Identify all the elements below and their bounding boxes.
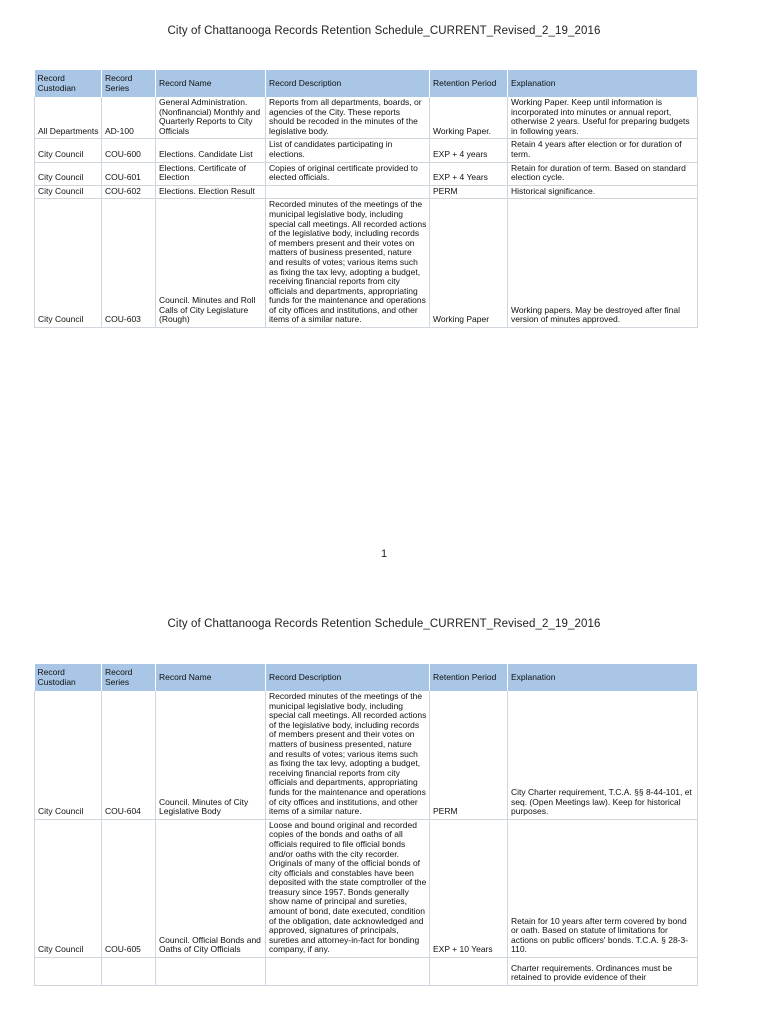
cell-series <box>102 958 156 986</box>
cell-retention: EXP + 4 Years <box>430 162 508 185</box>
cell-retention: Working Paper <box>430 199 508 328</box>
table-row <box>35 819 698 957</box>
cell-name: Elections. Candidate List <box>156 139 266 162</box>
cell-explanation: Historical significance. <box>508 185 698 199</box>
cell-custodian: City Council <box>35 162 102 185</box>
cell-retention: EXP + 4 years <box>430 139 508 162</box>
cell-custodian: City Council <box>35 691 102 819</box>
page-number: 1 <box>380 548 388 560</box>
header-record-name: Record Name <box>156 70 266 97</box>
cell-custodian: All Departments <box>35 97 102 139</box>
cell-retention: PERM <box>430 185 508 199</box>
header-retention-period: Retention Period <box>430 664 508 691</box>
cell-explanation: Working papers. May be destroyed after final version of minutes approved. <box>508 199 698 328</box>
cell-explanation: Charter requirements. Ordinances must be retained to provide evidence of their <box>508 958 698 986</box>
cell-series: COU-604 <box>102 691 156 819</box>
cell-explanation: Retain 4 years after election or for duration of term. <box>508 139 698 162</box>
cell-series: COU-603 <box>102 199 156 328</box>
cell-name: Council. Official Bonds and Oaths of City Officials <box>156 819 266 957</box>
cell-custodian: City Council <box>35 139 102 162</box>
table-row <box>35 958 698 986</box>
cell-name: Council. Minutes of City Legislative Body <box>156 691 266 819</box>
cell-retention: Working Paper. <box>430 97 508 139</box>
cell-custodian: City Council <box>35 819 102 957</box>
cell-series: COU-601 <box>102 162 156 185</box>
cell-description: Loose and bound original and recorded copies of the bonds and oaths of all officials required to file official bonds and/or oaths with the city recorder. Originals of many of the official bonds of city officials and constables have been deposited with the state comptroller of the treasury since 1957. Bonds generally show name of principal and sureties, amount of bond, date executed, condition of the obligation, date acknowledged and approved, signatures of principals, sureties and attorney-in-fact for bonding company, if any. <box>266 819 430 957</box>
page-title: City of Chattanooga Records Retention Schedule_CURRENT_Revised_2_19_2016 <box>167 618 601 630</box>
cell-name: Elections. Certificate of Election <box>156 162 266 185</box>
cell-name: Elections. Election Result <box>156 185 266 199</box>
cell-explanation: Retain for duration of term. Based on standard election cycle. <box>508 162 698 185</box>
header-explanation: Explanation <box>508 70 698 97</box>
header-retention-period: Retention Period <box>430 70 508 97</box>
cell-description: Recorded minutes of the meetings of the municipal legislative body, including special call meetings. All recorded actions of the legislative body, including records of members present and their votes on matters of business presented, nature and results of votes; various items such as fixing the tax levy, adopting a budget, receiving financial reports from city officials and departments, appropriating funds for the maintenance and operations of city offices and institutions, and other items of a similar nature. <box>266 691 430 819</box>
header-explanation: Explanation <box>508 664 698 691</box>
header-record-series: Record Series <box>102 664 156 691</box>
retention-table <box>34 664 698 986</box>
header-record-custodian: Record Custodian <box>35 70 102 97</box>
cell-description <box>266 958 430 986</box>
header-record-name: Record Name <box>156 664 266 691</box>
cell-custodian: City Council <box>35 185 102 199</box>
cell-custodian: City Council <box>35 199 102 328</box>
cell-series: COU-600 <box>102 139 156 162</box>
header-record-series: Record Series <box>102 70 156 97</box>
cell-name <box>156 958 266 986</box>
cell-description: Recorded minutes of the meetings of the municipal legislative body, including special call meetings. All recorded actions of the legislative body, including records of members present and their votes on matters of business presented, nature and results of votes; various items such as fixing the tax levy, adopting a budget, receiving financial reports from city officials and departments, appropriating funds for the maintenance and operations of city offices and institutions, and other items of a similar nature. <box>266 199 430 328</box>
header-record-custodian: Record Custodian <box>35 664 102 691</box>
table-row <box>35 691 698 819</box>
cell-name: Council. Minutes and Roll Calls of City Legislature (Rough) <box>156 199 266 328</box>
cell-name: General Administration. (Nonfinancial) Monthly and Quarterly Reports to City Officials <box>156 97 266 139</box>
header-record-description: Record Description <box>266 70 430 97</box>
cell-series: AD-100 <box>102 97 156 139</box>
cell-description: List of candidates participating in elections. <box>266 139 430 162</box>
page-title: City of Chattanooga Records Retention Schedule_CURRENT_Revised_2_19_2016 <box>167 25 601 37</box>
cell-retention: EXP + 10 Years <box>430 819 508 957</box>
cell-retention <box>430 958 508 986</box>
cell-custodian <box>35 958 102 986</box>
cell-series: COU-605 <box>102 819 156 957</box>
table-header-row <box>35 664 698 691</box>
cell-explanation: City Charter requirement, T.C.A. §§ 8-44-101, et seq. (Open Meetings law). Keep for historical purposes. <box>508 691 698 819</box>
cell-description: Copies of original certificate provided to elected officials. <box>266 162 430 185</box>
cell-description: Reports from all departments, boards, or agencies of the City. These reports should be recoded in the minutes of the legislative body. <box>266 97 430 139</box>
cell-explanation: Working Paper. Keep until information is incorporated into minutes or annual report, otherwise 2 years. Useful for preparing budgets in following years. <box>508 97 698 139</box>
cell-explanation: Retain for 10 years after term covered by bond or oath. Based on statute of limitations for actions on public officers' bonds. T.C.A. § 28-3-110. <box>508 819 698 957</box>
cell-retention: PERM <box>430 691 508 819</box>
cell-series: COU-602 <box>102 185 156 199</box>
header-record-description: Record Description <box>266 664 430 691</box>
